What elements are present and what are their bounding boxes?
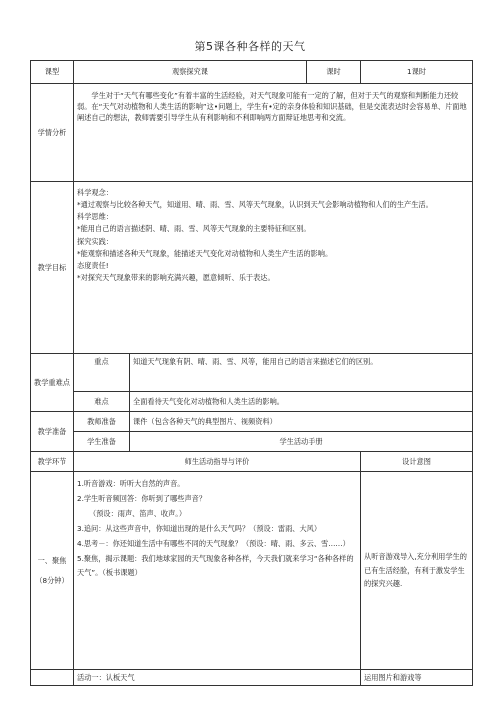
- activity-line: 4.思考－：你还知道生活中有哪些不同的天气现象？（预设：晴、雨、多云、雪……）: [77, 539, 350, 549]
- stage1-intent: 从听音游戏导入,充分利用学生的已有生活经脸，有利于激发学生的探究兴趣.: [361, 472, 473, 670]
- student-prep-text: 学生活动手册: [130, 432, 473, 452]
- label-preparation: 教学准备: [31, 412, 74, 452]
- col-activity: 师生活动指导与评价: [74, 452, 361, 472]
- difficulty-row: [31, 392, 473, 412]
- label-focus: 重点: [74, 354, 130, 392]
- lesson-type-value: 观察探究课: [74, 61, 307, 84]
- goals-content: [74, 182, 473, 354]
- page-title: 第5课各种各样的天气: [194, 40, 306, 53]
- activity-line: 3.追问：从这些声音中，你知道出现的是什么天气吗？（预设：雷雨、大风）: [77, 524, 322, 534]
- stage2-intent: 运用图片和游戏等: [361, 670, 473, 686]
- label-class-hours: 课时: [307, 61, 361, 84]
- stage2-activity: 活动一：认板天气: [74, 670, 361, 686]
- col-intent: 设计意图: [361, 452, 473, 472]
- activity-line: 1.听音游戏：听听大自然的声音。: [77, 479, 185, 488]
- stage1-row: [31, 472, 473, 670]
- label-difficulty: 难点: [74, 392, 130, 412]
- teacher-prep-row: [31, 412, 473, 432]
- goal-line: 探究实践：: [77, 236, 113, 246]
- stage2-label: [31, 670, 74, 686]
- analysis-text: 学生对于“天气有哪些变化”有着丰富的生活经验，对天气现象可能有一定的了解，但对于天气的观察和判断能力还较弱。在“天气对动植物和人类生活的影响”这•问题上，学生有•定的亲身体验和知识基础，但是交流表达时会容易单、片面地阐述自己的想法，教师需要引导学生从有利影响和不利即响两方面辩证地思考和交流。: [74, 84, 473, 182]
- student-prep-row: [31, 432, 473, 452]
- activity-line: 5.聚焦，揭示课题：我们地球家园的天气现象各种各样，今天我们就来学习“各种各样的天气”。（板书课题）: [77, 554, 354, 578]
- goal-line: *能用自己的语言描述阴、晴、雨、雪、风等天气现象的主要特征和区别。: [77, 224, 311, 234]
- label-analysis: 学情分析: [31, 84, 74, 182]
- analysis-row: [31, 84, 473, 182]
- stage1-name: 一、聚焦: [37, 556, 67, 566]
- teacher-prep-text: 课件（包含各种天气的典型图片、视频资料）: [130, 412, 473, 432]
- header-row: [31, 61, 473, 84]
- process-header-row: [31, 452, 473, 472]
- lesson-plan-table: [30, 60, 473, 686]
- class-hours-value: 1课时: [361, 61, 473, 84]
- goal-line: 态度责任!: [77, 260, 109, 270]
- label-key-points: 教学重难点: [31, 354, 74, 412]
- label-lesson-type: 课型: [31, 61, 74, 84]
- focus-text: 知道天气现象有阴、晴、雨、雪、风等，能用自己的语言来描述它们的区别。: [130, 354, 473, 392]
- focus-row: [31, 354, 473, 392]
- stage1-activities: [74, 472, 361, 670]
- goal-line: *对探究天气现象带来的影响充满兴趣，愿意倾听、乐于表达。: [77, 273, 275, 283]
- label-teacher-prep: 教师准备: [74, 412, 130, 432]
- goals-row: [31, 182, 473, 354]
- label-student-prep: 学生准备: [74, 432, 130, 452]
- goal-line: *能观察和描述各种天气现象，能描述天气变化对动植物和人类生产生活的影响。: [77, 248, 333, 258]
- difficulty-text: 全面看待天气变化对动植物和人类生活的影响。: [130, 392, 473, 412]
- stage1-label: [31, 472, 74, 670]
- goal-line: 科学观念：: [77, 188, 113, 197]
- goal-line: *通过观察与比较各种天气，知道用、晴、雨、雪、风等天气现象，认识到天气会影响动植物和人们的生产生活。: [77, 200, 433, 210]
- activity-line: （预设：雨声、笛声、收声。）: [89, 509, 187, 519]
- label-goals: 教学目标: [31, 182, 74, 354]
- stage1-time: （8分钟）: [35, 575, 69, 585]
- stage2-row: [31, 670, 473, 686]
- activity-line: 2.学生听音频回答：你听到了哪些声音？: [77, 494, 207, 504]
- goal-line: 科学思维：: [77, 212, 113, 222]
- col-stage: 教学环节: [31, 452, 74, 472]
